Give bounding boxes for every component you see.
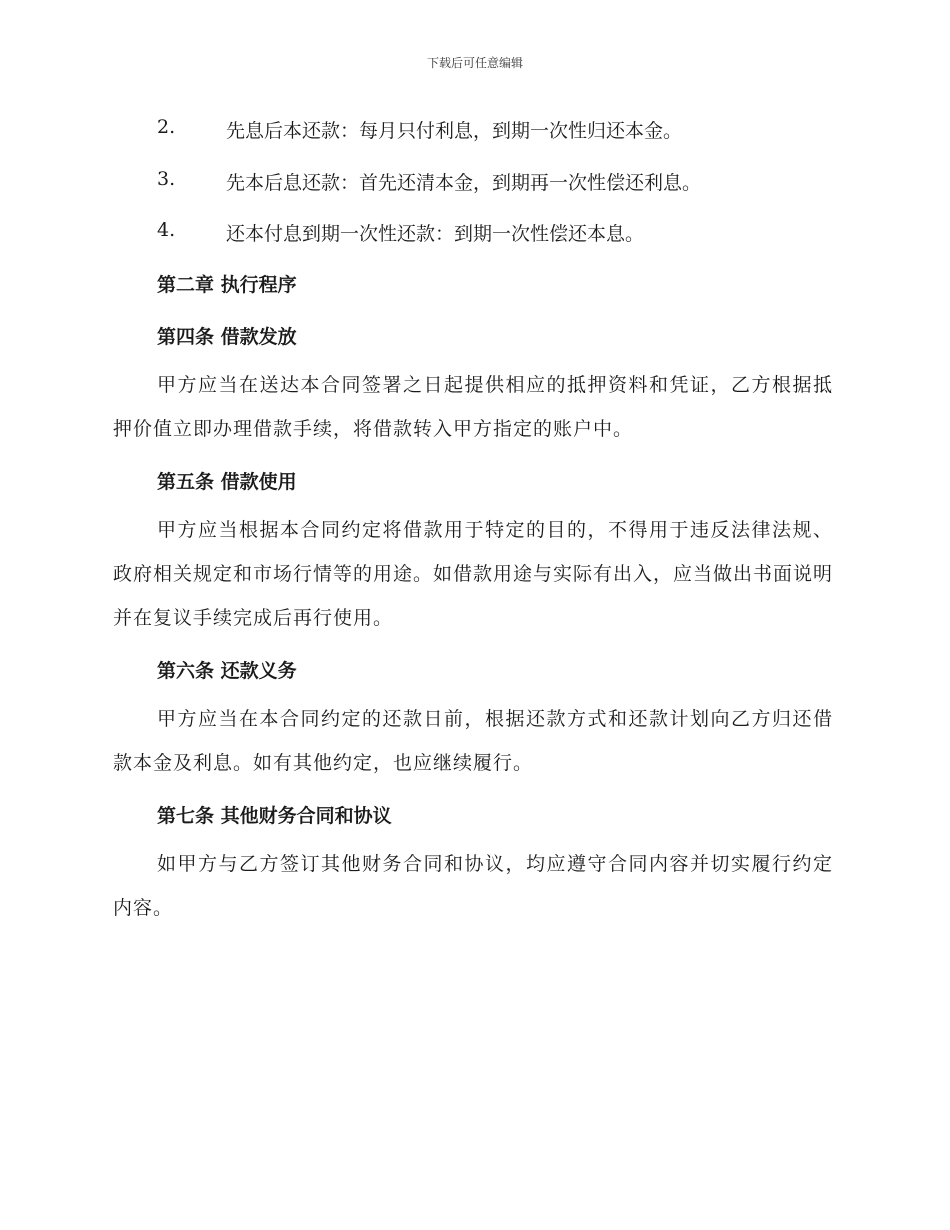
article-4-body: 甲方应当在送达本合同签署之日起提供相应的抵押资料和凭证，乙方根据抵押价值立即办理借款手续，将借款转入甲方指定的账户中。 [113, 374, 833, 440]
article-7-body: 如甲方与乙方签订其他财务合同和协议，均应遵守合同内容并切实履行约定内容。 [113, 853, 833, 919]
chapter-heading: 第二章 执行程序 [157, 274, 297, 296]
article-4-heading: 第四条 借款发放 [157, 326, 297, 348]
page-header: 下载后可任意编辑 [426, 56, 523, 70]
article-5-body: 甲方应当根据本合同约定将借款用于特定的目的，不得用于违反法律法规、政府相关规定和市场行情等的用途。如借款用途与实际有出入，应当做出书面说明并在复议手续完成后再行使用。 [113, 519, 834, 629]
list-text: 还本付息到期一次性还款：到期一次性偿还本息。 [226, 223, 645, 245]
article-7-heading: 第七条 其他财务合同和协议 [157, 805, 392, 827]
list-number: 4. [157, 219, 176, 241]
article-6-heading: 第六条 还款义务 [157, 660, 297, 682]
article-6-body: 甲方应当在本合同约定的还款日前，根据还款方式和还款计划向乙方归还借款本金及利息。如有其他约定，也应继续履行。 [113, 708, 833, 774]
list-number: 2. [157, 116, 176, 138]
list-text: 先息后本还款：每月只付利息，到期一次性归还本金。 [226, 120, 683, 142]
article-5-heading: 第五条 借款使用 [157, 471, 297, 493]
list-text: 先本后息还款：首先还清本金，到期再一次性偿还利息。 [226, 172, 702, 194]
list-number: 3. [157, 168, 176, 190]
